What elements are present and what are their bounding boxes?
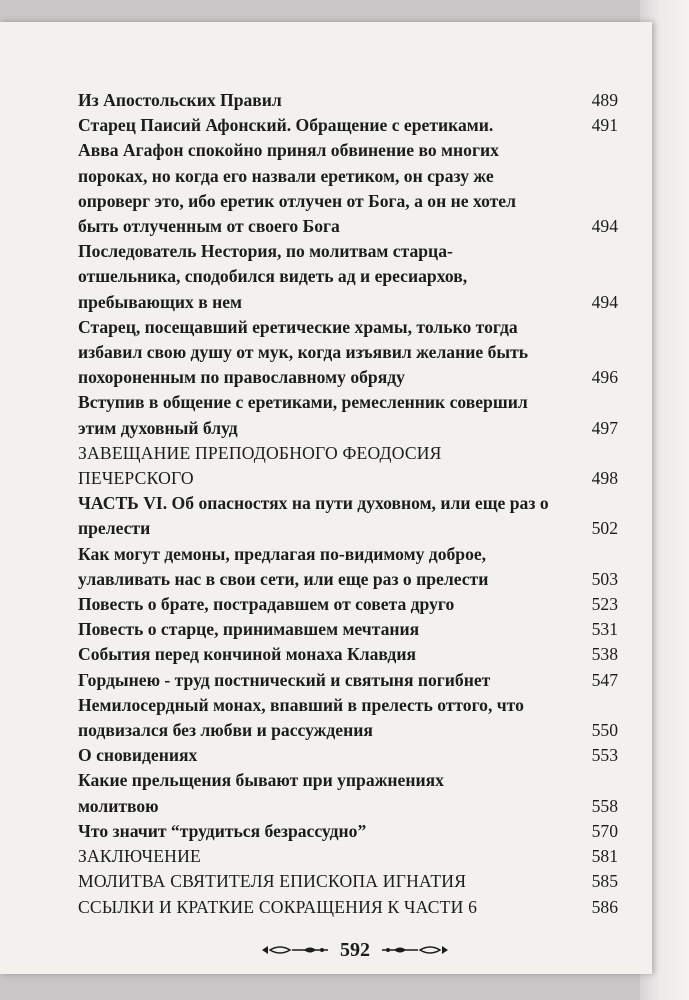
toc-entry-title: ССЫЛКИ И КРАТКИЕ СОКРАЩЕНИЯ К ЧАСТИ 6 (78, 896, 478, 917)
toc-entry-page-number: 531 (591, 619, 618, 640)
toc-entry-page-number: 585 (591, 871, 618, 892)
toc-entry-title: похороненным по православному обряду (78, 367, 405, 388)
toc-entry-line (78, 340, 618, 365)
toc-entry-line (78, 290, 618, 315)
toc-entry-title: Старец Паисий Афонский. Обращение с еретиками. (78, 115, 494, 136)
toc-entry-line (78, 416, 618, 441)
toc-entry-title: Как могут демоны, предлагая по-видимому доброе, (78, 543, 487, 564)
toc-entry-title: ЧАСТЬ VI. Об опасностях на пути духовном, или еще раз о (78, 493, 549, 514)
toc-entry-page-number: 586 (591, 896, 618, 917)
toc-entry-page-number: 538 (591, 644, 618, 665)
toc-entry-line (78, 592, 618, 617)
left-ornament-icon (260, 943, 330, 957)
toc-entry-line (78, 264, 618, 289)
toc-entry-line (78, 794, 618, 819)
toc-entry-title: Гордынею - труд постнический и святыня погибнет (78, 669, 491, 690)
toc-entry-line (78, 567, 618, 592)
toc-entry-page-number: 491 (591, 115, 618, 136)
toc-entry-title: ЗАВЕЩАНИЕ ПРЕПОДОБНОГО ФЕОДОСИЯ (78, 442, 442, 463)
toc-entry-title: Что значит “трудиться безрассудно” (78, 820, 367, 841)
toc-entry-line (78, 895, 618, 920)
toc-entry-title: пребывающих в нем (78, 291, 243, 312)
toc-entry-title: Повесть о старце, принимавшем мечтания (78, 619, 420, 640)
toc-entry-title: отшельника, сподобился видеть ад и ересиархов, (78, 266, 468, 287)
toc-entry-line (78, 491, 618, 516)
toc-entry-title: ЗАКЛЮЧЕНИЕ (78, 846, 201, 867)
toc-entry-title: подвизался без любви и рассуждения (78, 720, 373, 741)
toc-entry-title: молитвою (78, 795, 159, 816)
toc-entry-title: Последователь Нестория, по молитвам старца- (78, 241, 453, 262)
toc-entry (78, 542, 618, 592)
toc-entry-line (78, 214, 618, 239)
toc-entry-line (78, 239, 618, 264)
toc-entry-line (78, 542, 618, 567)
toc-entry (78, 768, 618, 818)
toc-entry-line (78, 113, 618, 138)
table-of-contents (78, 88, 618, 920)
toc-entry-title: Немилосердный монах, впавший в прелесть оттого, что (78, 694, 524, 715)
toc-entry-page-number: 497 (591, 417, 618, 438)
toc-entry-line (78, 365, 618, 390)
toc-entry-line (78, 844, 618, 869)
toc-entry (78, 315, 618, 391)
toc-entry-title: быть отлученным от своего Бога (78, 216, 340, 237)
toc-entry-title: Старец, посещавший еретические храмы, только тогда (78, 316, 518, 337)
toc-entry (78, 592, 618, 617)
toc-entry (78, 693, 618, 743)
toc-entry-title: О сновидениях (78, 745, 198, 766)
toc-entry-title: Из Апостольских Правил (78, 90, 282, 110)
toc-entry-page-number: 547 (591, 669, 618, 690)
toc-entry-page-number: 581 (591, 846, 618, 867)
page-footer (255, 935, 455, 965)
toc-entry-line (78, 668, 618, 693)
toc-entry-title: прелести (78, 518, 151, 539)
toc-entry-page-number: 550 (591, 720, 618, 741)
toc-entry-page-number: 570 (591, 820, 618, 841)
toc-entry-line (78, 516, 618, 541)
toc-entry-title: опроверг это, ибо еретик отлучен от Бога, а он не хотел (78, 190, 516, 211)
toc-entry-title: ПЕЧЕРСКОГО (78, 468, 194, 489)
toc-entry-page-number: 502 (591, 518, 618, 539)
toc-entry (78, 239, 618, 315)
toc-entry-line (78, 617, 618, 642)
toc-entry-line (78, 642, 618, 667)
toc-entry-page-number: 498 (591, 468, 618, 489)
toc-entry-line (78, 718, 618, 743)
toc-entry-line (78, 819, 618, 844)
toc-entry-title: События перед кончиной монаха Клавдия (78, 644, 416, 665)
toc-entry-title: избавил свою душу от мук, когда изъявил желание быть (78, 342, 529, 363)
toc-entry-line (78, 693, 618, 718)
toc-entry (78, 441, 618, 491)
toc-entry (78, 895, 618, 920)
toc-entry (78, 113, 618, 138)
toc-entry (78, 390, 618, 440)
toc-entry-line (78, 441, 618, 466)
toc-entry-title: улавливать нас в свои сети, или еще раз о прелести (78, 568, 489, 589)
toc-entry-page-number: 523 (591, 594, 618, 615)
toc-entry-page-number: 503 (591, 568, 618, 589)
toc-entry-title: Повесть о брате, пострадавшем от совета друго (78, 594, 455, 615)
toc-entry-title: пороках, но когда его назвали еретиком, он сразу же (78, 165, 494, 186)
toc-entry-page-number: 494 (591, 216, 618, 237)
toc-entry (78, 668, 618, 693)
toc-entry-line (78, 189, 618, 214)
toc-entry (78, 869, 618, 894)
toc-entry-line (78, 390, 618, 415)
toc-entry-line (78, 315, 618, 340)
toc-entry-page-number: 489 (591, 90, 618, 110)
toc-entry (78, 819, 618, 844)
right-ornament-icon (380, 943, 450, 957)
toc-entry-line (78, 88, 618, 113)
toc-entry-page-number: 553 (591, 745, 618, 766)
toc-entry-line (78, 164, 618, 189)
toc-entry-title: Авва Агафон спокойно принял обвинение во многих (78, 140, 499, 161)
toc-entry (78, 491, 618, 541)
toc-entry-title: этим духовный блуд (78, 417, 238, 438)
page-number: 592 (340, 938, 370, 961)
toc-entry (78, 642, 618, 667)
toc-entry-line (78, 138, 618, 163)
toc-entry-page-number: 496 (591, 367, 618, 388)
toc-entry-line (78, 743, 618, 768)
toc-entry (78, 138, 618, 239)
toc-entry (78, 88, 618, 113)
toc-entry-title: Вступив в общение с еретиками, ремесленник совершил (78, 392, 528, 413)
toc-entry-page-number: 494 (591, 291, 618, 312)
toc-entry-title: Какие прельщения бывают при упражнениях (78, 770, 444, 791)
toc-entry-line (78, 869, 618, 894)
toc-entry (78, 617, 618, 642)
toc-entry-page-number: 558 (591, 795, 618, 816)
toc-entry-line (78, 768, 618, 793)
toc-entry (78, 844, 618, 869)
toc-entry (78, 743, 618, 768)
book-page (0, 22, 652, 974)
toc-entry-title: МОЛИТВА СВЯТИТЕЛЯ ЕПИСКОПА ИГНАТИЯ (78, 871, 467, 892)
toc-entry-line (78, 466, 618, 491)
